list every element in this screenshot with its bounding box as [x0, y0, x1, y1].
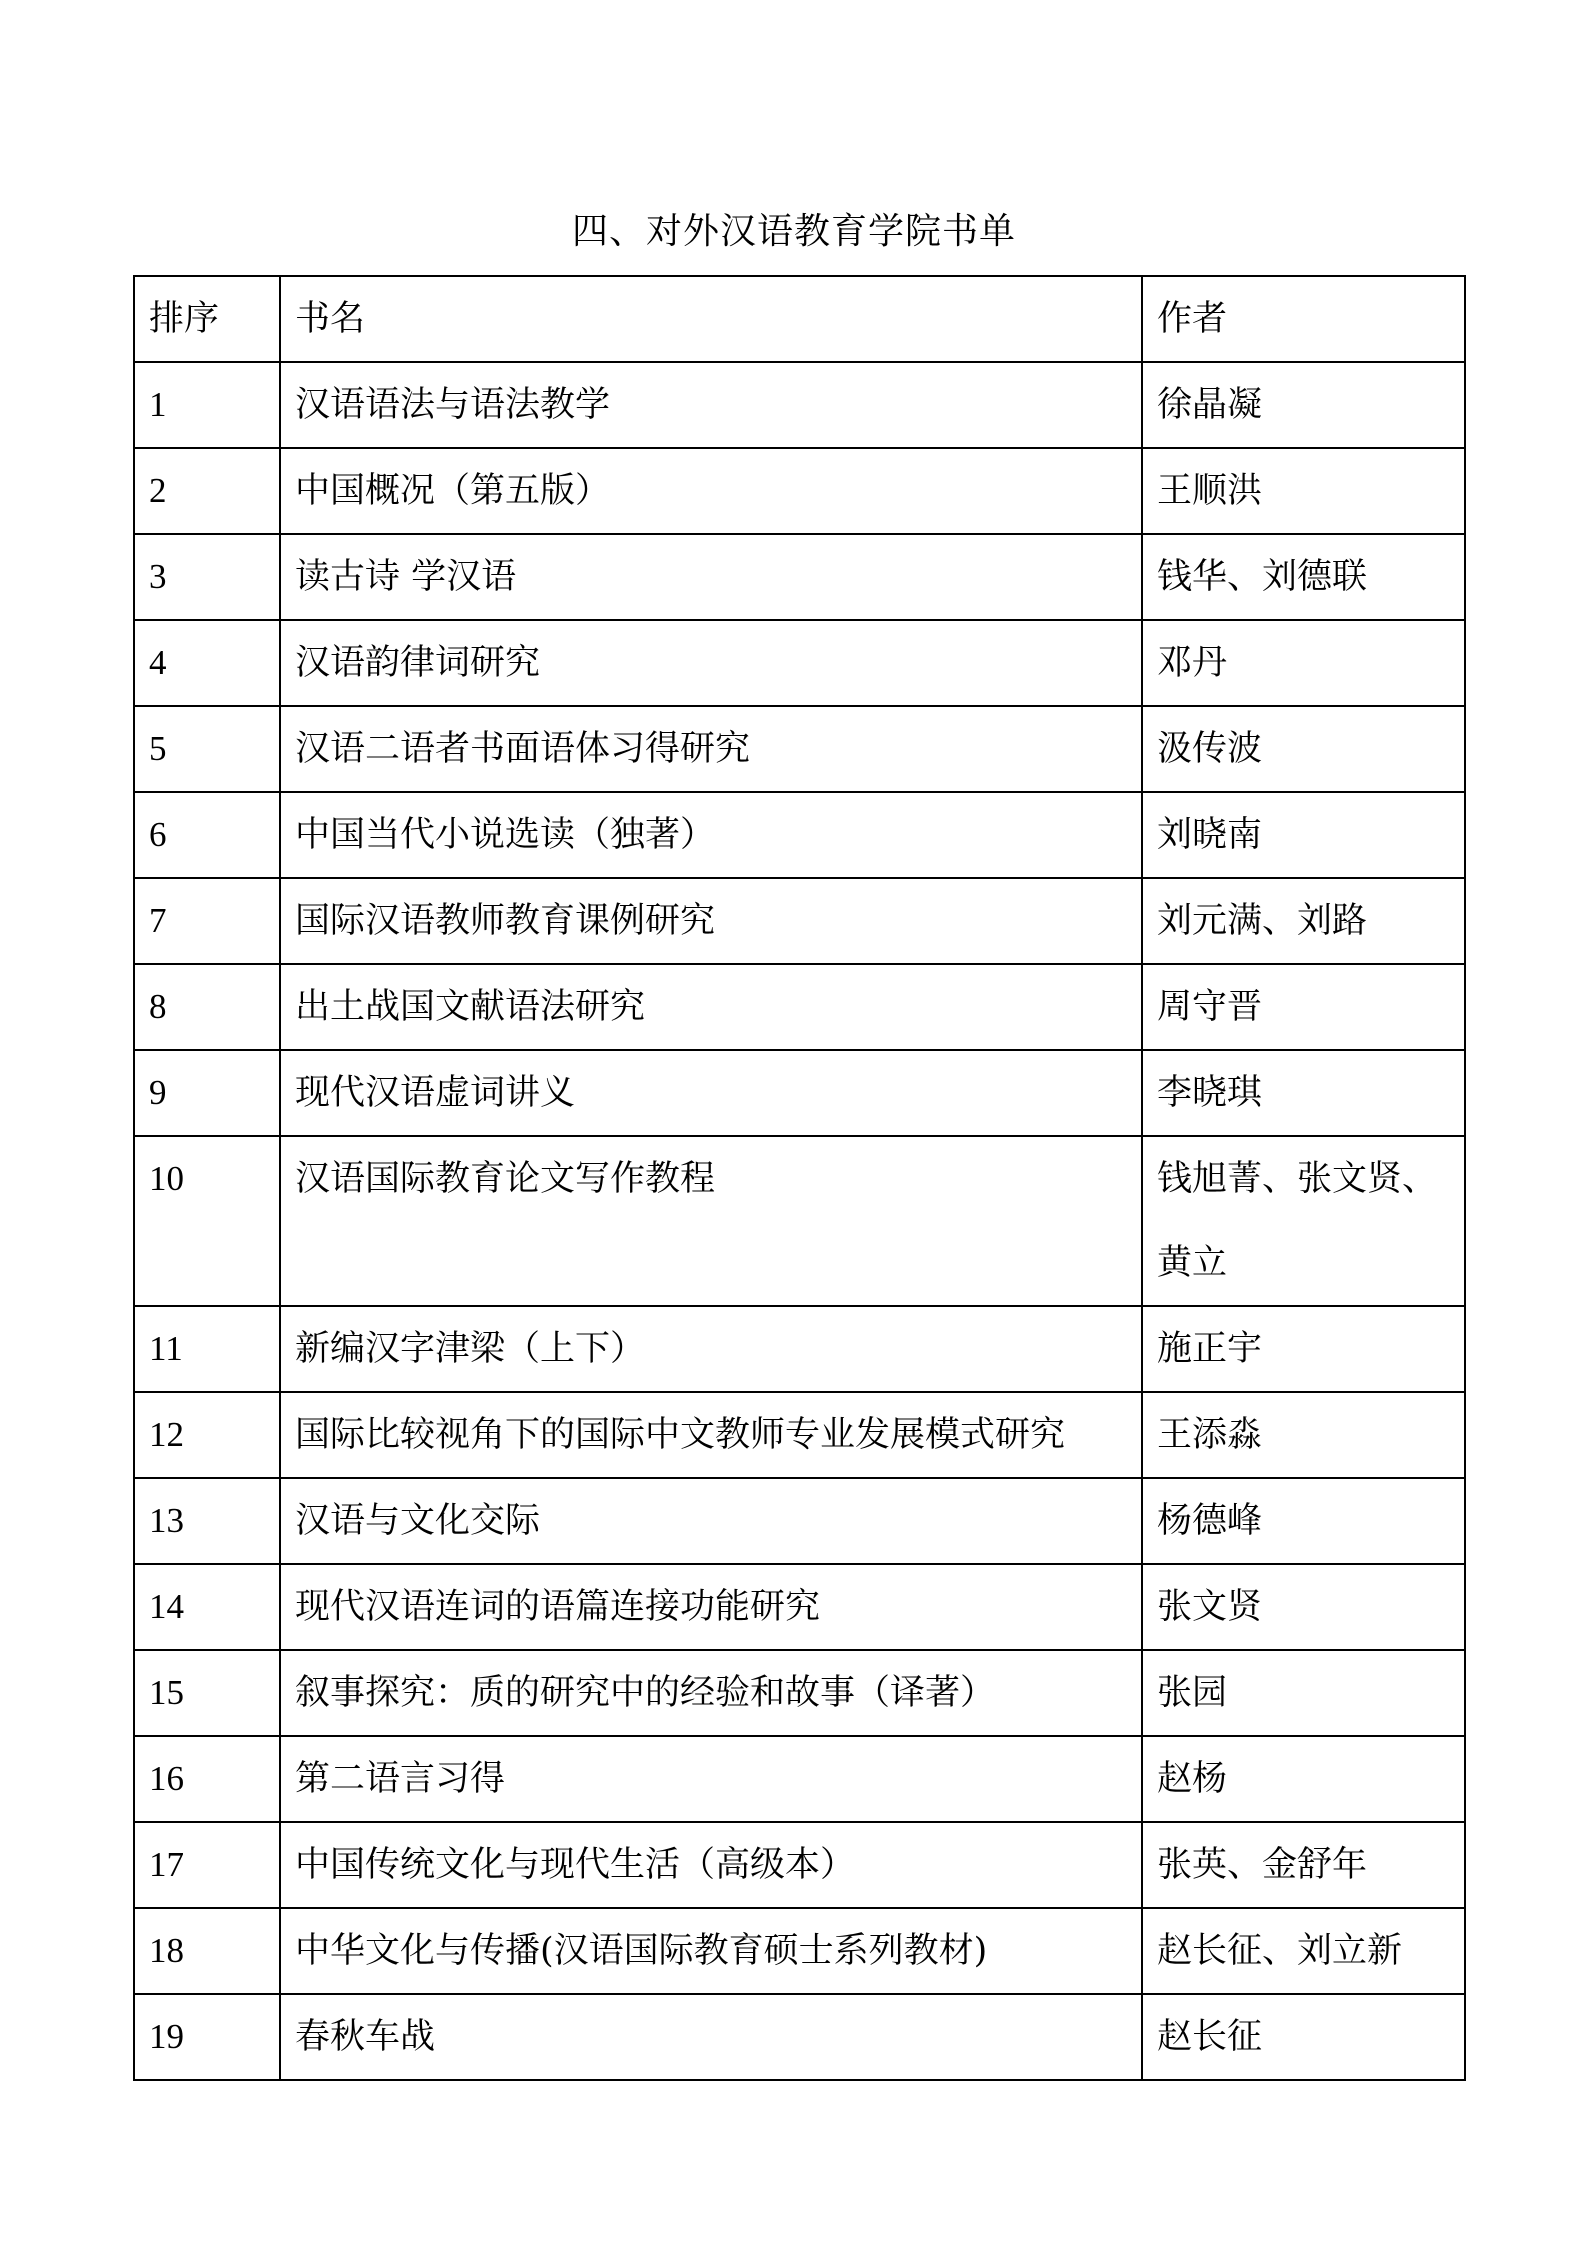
title-cell: 新编汉字津梁（上下） — [280, 1306, 1142, 1392]
title-cell: 中国传统文化与现代生活（高级本） — [280, 1822, 1142, 1908]
title-cell: 第二语言习得 — [280, 1736, 1142, 1822]
table-header-row — [134, 276, 1465, 362]
table-row — [134, 362, 1465, 448]
book-list-table — [133, 275, 1466, 2081]
author-cell: 周守晋 — [1142, 964, 1465, 1050]
rank-cell: 18 — [134, 1908, 280, 1994]
author-cell: 徐晶凝 — [1142, 362, 1465, 448]
table-row — [134, 534, 1465, 620]
title-cell: 汉语与文化交际 — [280, 1478, 1142, 1564]
author-cell: 刘元满、刘路 — [1142, 878, 1465, 964]
author-cell: 赵杨 — [1142, 1736, 1465, 1822]
header-rank: 排序 — [134, 276, 280, 362]
rank-cell: 1 — [134, 362, 280, 448]
rank-cell: 6 — [134, 792, 280, 878]
header-title: 书名 — [280, 276, 1142, 362]
rank-cell: 2 — [134, 448, 280, 534]
rank-cell: 19 — [134, 1994, 280, 2080]
title-cell: 叙事探究：质的研究中的经验和故事（译著） — [280, 1650, 1142, 1736]
title-cell: 现代汉语虚词讲义 — [280, 1050, 1142, 1136]
rank-cell: 8 — [134, 964, 280, 1050]
table-row — [134, 964, 1465, 1050]
header-author: 作者 — [1142, 276, 1465, 362]
title-cell: 出土战国文献语法研究 — [280, 964, 1142, 1050]
author-cell: 赵长征 — [1142, 1994, 1465, 2080]
table-row — [134, 1478, 1465, 1564]
table-row — [134, 1994, 1465, 2080]
title-cell: 国际汉语教师教育课例研究 — [280, 878, 1142, 964]
rank-cell: 16 — [134, 1736, 280, 1822]
author-cell: 汲传波 — [1142, 706, 1465, 792]
table-row — [134, 1306, 1465, 1392]
table-row — [134, 1650, 1465, 1736]
table-row — [134, 792, 1465, 878]
rank-cell: 13 — [134, 1478, 280, 1564]
rank-cell: 14 — [134, 1564, 280, 1650]
table-row — [134, 448, 1465, 534]
author-cell: 张英、金舒年 — [1142, 1822, 1465, 1908]
author-cell: 施正宇 — [1142, 1306, 1465, 1392]
title-cell: 汉语二语者书面语体习得研究 — [280, 706, 1142, 792]
author-cell: 张文贤 — [1142, 1564, 1465, 1650]
title-cell: 读古诗 学汉语 — [280, 534, 1142, 620]
title-cell: 汉语韵律词研究 — [280, 620, 1142, 706]
page-title: 四、对外汉语教育学院书单 — [571, 211, 1016, 252]
rank-cell: 5 — [134, 706, 280, 792]
title-cell: 中国概况（第五版） — [280, 448, 1142, 534]
title-cell: 中国当代小说选读（独著） — [280, 792, 1142, 878]
rank-cell: 3 — [134, 534, 280, 620]
rank-cell: 9 — [134, 1050, 280, 1136]
title-cell: 国际比较视角下的国际中文教师专业发展模式研究 — [280, 1392, 1142, 1478]
title-cell: 汉语语法与语法教学 — [280, 362, 1142, 448]
table-row — [134, 1564, 1465, 1650]
author-cell: 王顺洪 — [1142, 448, 1465, 534]
table-body — [134, 362, 1465, 2080]
author-cell: 杨德峰 — [1142, 1478, 1465, 1564]
rank-cell: 10 — [134, 1136, 280, 1306]
rank-cell: 15 — [134, 1650, 280, 1736]
title-cell: 中华文化与传播(汉语国际教育硕士系列教材) — [280, 1908, 1142, 1994]
author-cell: 钱旭菁、张文贤、黄立 — [1142, 1136, 1465, 1306]
rank-cell: 11 — [134, 1306, 280, 1392]
author-cell: 王添淼 — [1142, 1392, 1465, 1478]
table-row — [134, 1136, 1465, 1306]
rank-cell: 7 — [134, 878, 280, 964]
table-row — [134, 620, 1465, 706]
author-cell: 张园 — [1142, 1650, 1465, 1736]
author-cell: 李晓琪 — [1142, 1050, 1465, 1136]
table-row — [134, 878, 1465, 964]
title-cell: 春秋车战 — [280, 1994, 1142, 2080]
title-cell: 汉语国际教育论文写作教程 — [280, 1136, 1142, 1306]
rank-cell: 17 — [134, 1822, 280, 1908]
table-row — [134, 706, 1465, 792]
author-cell: 邓丹 — [1142, 620, 1465, 706]
title-cell: 现代汉语连词的语篇连接功能研究 — [280, 1564, 1142, 1650]
author-cell: 钱华、刘德联 — [1142, 534, 1465, 620]
table-row — [134, 1392, 1465, 1478]
author-cell: 赵长征、刘立新 — [1142, 1908, 1465, 1994]
table-row — [134, 1050, 1465, 1136]
rank-cell: 4 — [134, 620, 280, 706]
table-row — [134, 1822, 1465, 1908]
author-cell: 刘晓南 — [1142, 792, 1465, 878]
table-row — [134, 1736, 1465, 1822]
table-row — [134, 1908, 1465, 1994]
rank-cell: 12 — [134, 1392, 280, 1478]
